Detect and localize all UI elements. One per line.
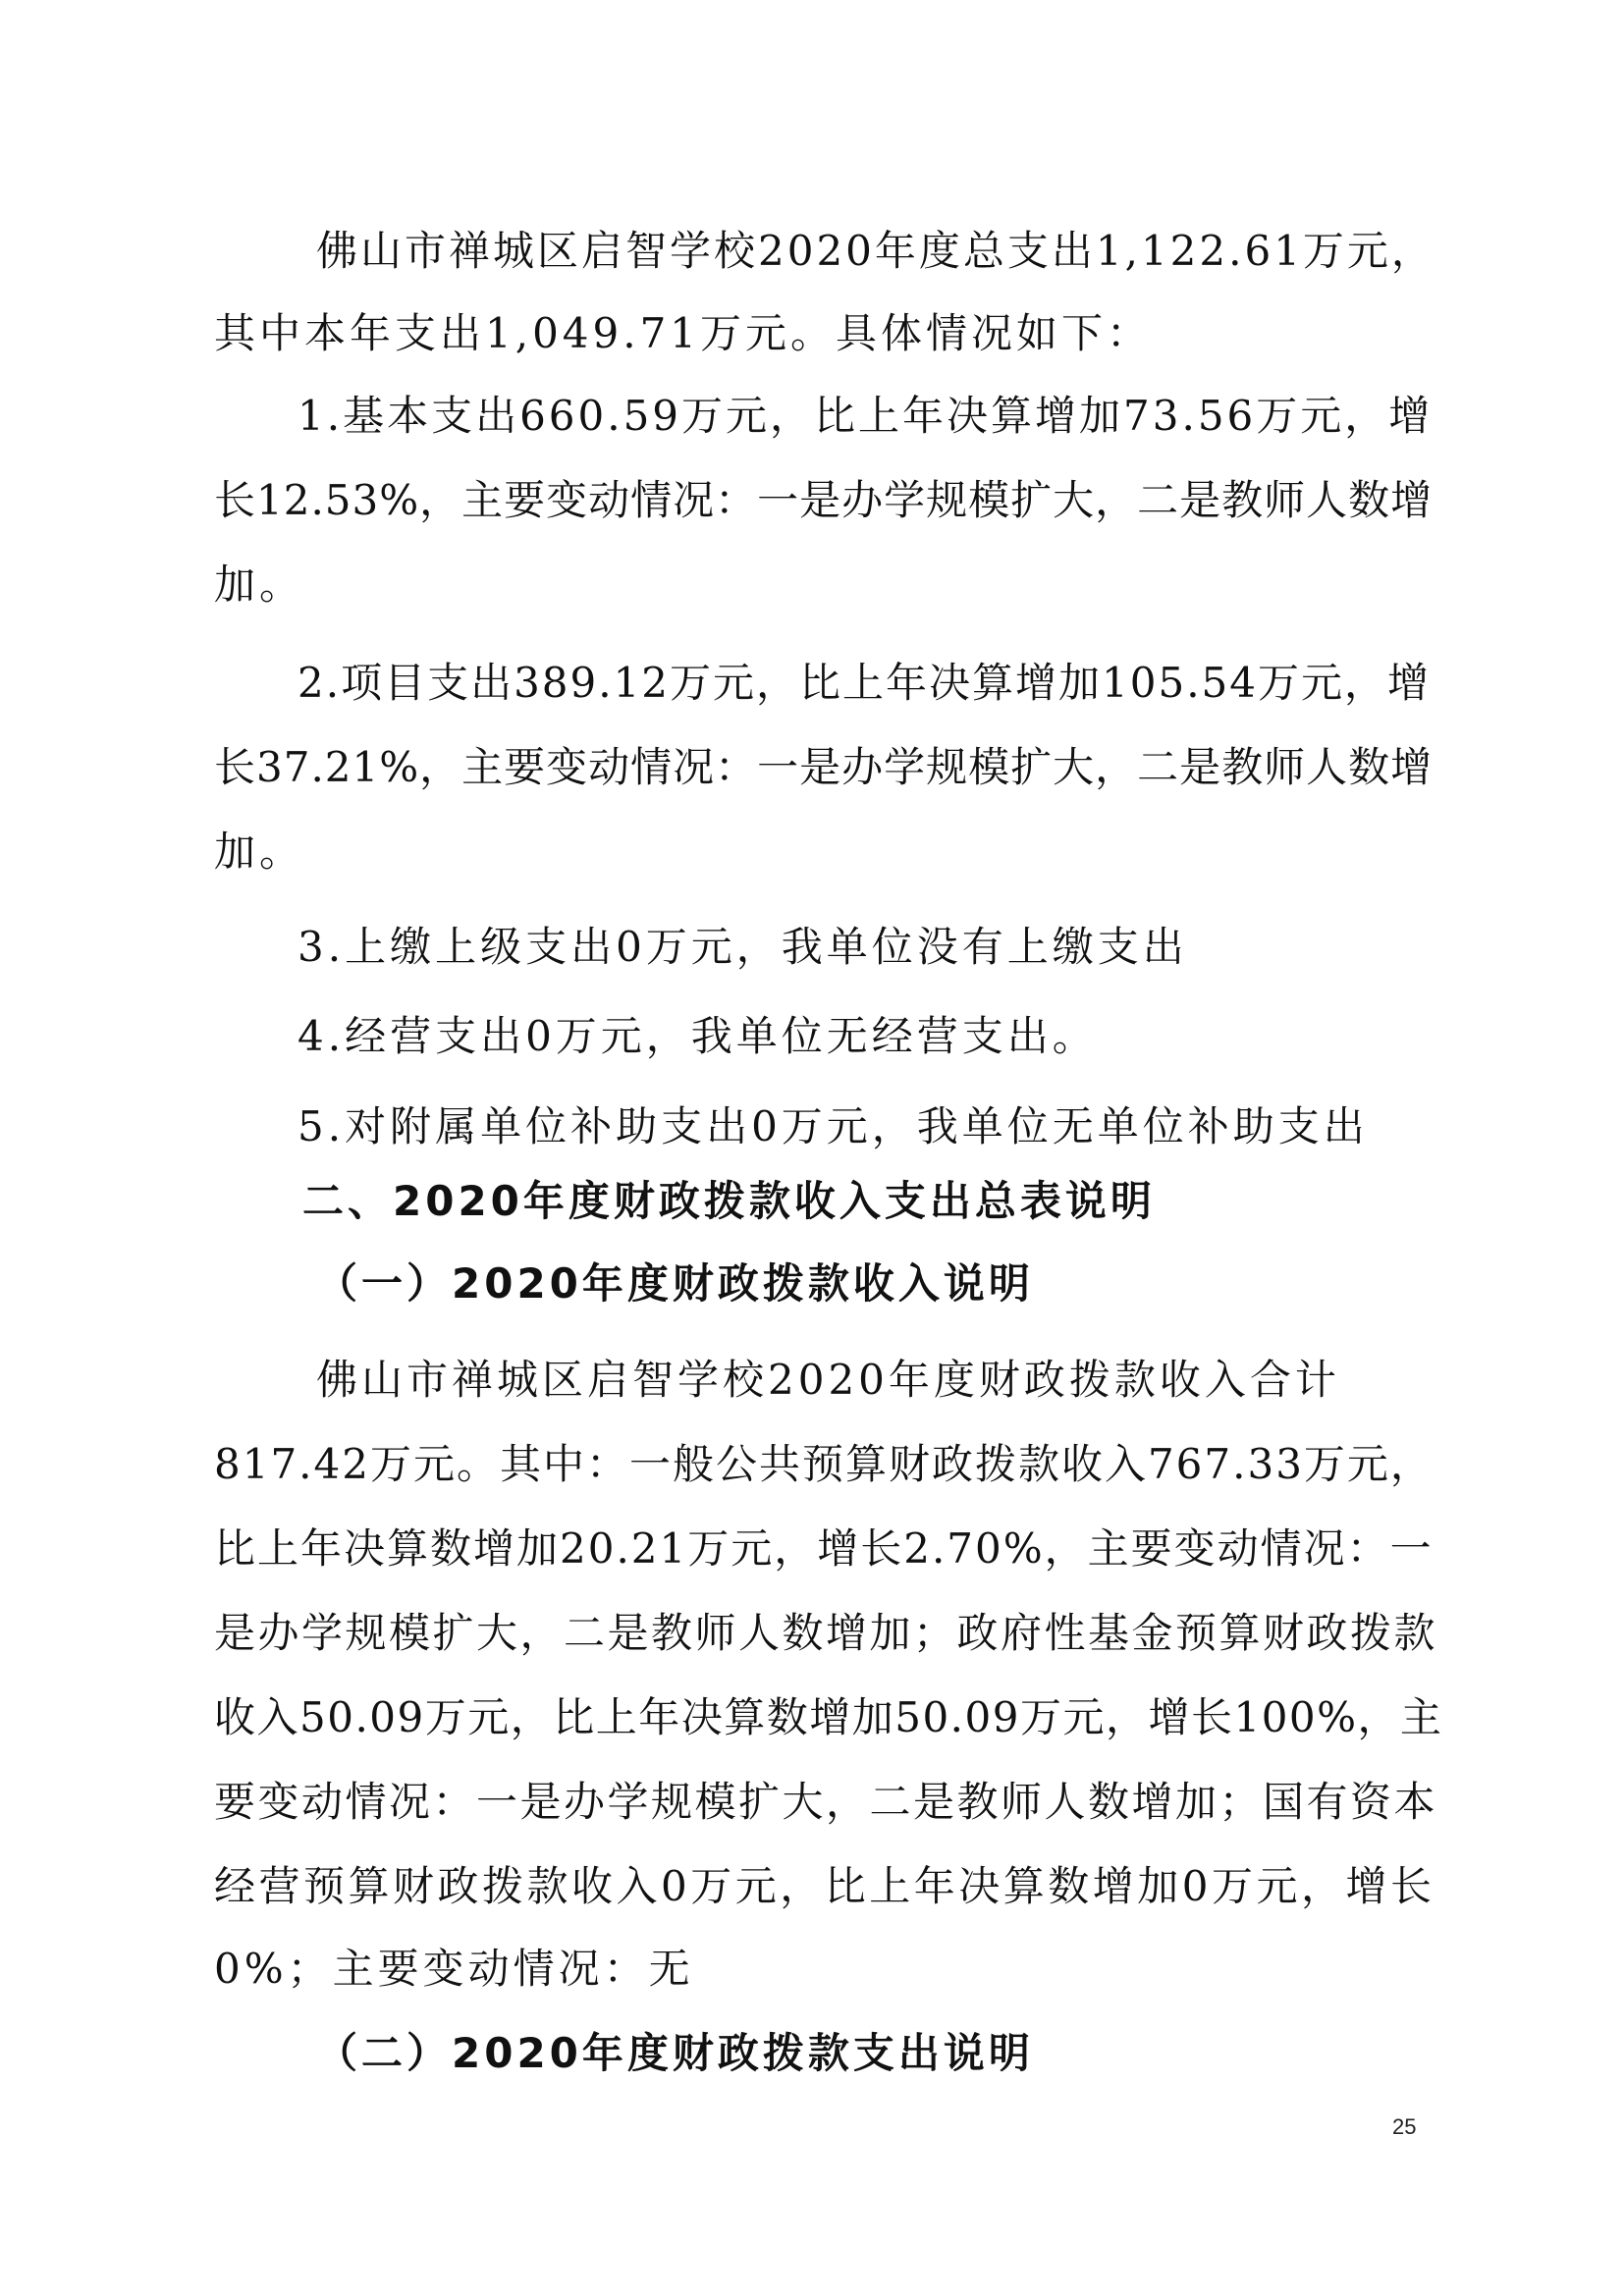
paragraph-line: 其中本年支出1,049.71万元。具体情况如下： — [214, 309, 1153, 357]
subsection-heading: （二）2020年度财政拨款支出说明 — [316, 2029, 1034, 2077]
paragraph-line: 1.基本支出660.59万元，比上年决算增加73.56万元，增 — [298, 392, 1434, 440]
paragraph-line: 经营预算财政拨款收入0万元，比上年决算数增加0万元，增长 — [214, 1862, 1435, 1910]
paragraph-line: 比上年决算数增加20.21万元，增长2.70%，主要变动情况：一 — [214, 1524, 1434, 1573]
paragraph-line: 加。 — [214, 828, 305, 876]
paragraph-line: 佛山市禅城区启智学校2020年度财政拨款收入合计 — [316, 1356, 1340, 1404]
paragraph-line: 加。 — [214, 561, 305, 609]
paragraph-line: 是办学规模扩大，二是教师人数增加；政府性基金预算财政拨款 — [214, 1609, 1438, 1657]
paragraph-line: 要变动情况：一是办学规模扩大，二是教师人数增加；国有资本 — [214, 1778, 1438, 1826]
paragraph-line: 收入50.09万元，比上年决算数增加50.09万元，增长100%，主 — [214, 1693, 1443, 1741]
paragraph-line: 长37.21%，主要变动情况：一是办学规模扩大，二是教师人数增 — [214, 743, 1434, 791]
paragraph-line: 4.经营支出0万元，我单位无经营支出。 — [298, 1012, 1098, 1060]
section-heading: 二、2020年度财政拨款收入支出总表说明 — [302, 1177, 1156, 1225]
paragraph-line: 佛山市禅城区启智学校2020年度总支出1,122.61万元， — [316, 227, 1435, 275]
paragraph-line: 2.项目支出389.12万元，比上年决算增加105.54万元，增 — [298, 659, 1431, 707]
paragraph-line: 5.对附属单位补助支出0万元，我单位无单位补助支出 — [298, 1102, 1369, 1150]
paragraph-line: 0%；主要变动情况：无 — [214, 1945, 694, 1993]
paragraph-line: 817.42万元。其中：一般公共预算财政拨款收入767.33万元， — [214, 1440, 1434, 1488]
page-number: 25 — [1392, 2114, 1417, 2139]
paragraph-line: 3.上缴上级支出0万元，我单位没有上缴支出 — [298, 923, 1188, 971]
subsection-heading: （一）2020年度财政拨款收入说明 — [316, 1259, 1034, 1308]
paragraph-line: 长12.53%，主要变动情况：一是办学规模扩大，二是教师人数增 — [214, 476, 1434, 524]
